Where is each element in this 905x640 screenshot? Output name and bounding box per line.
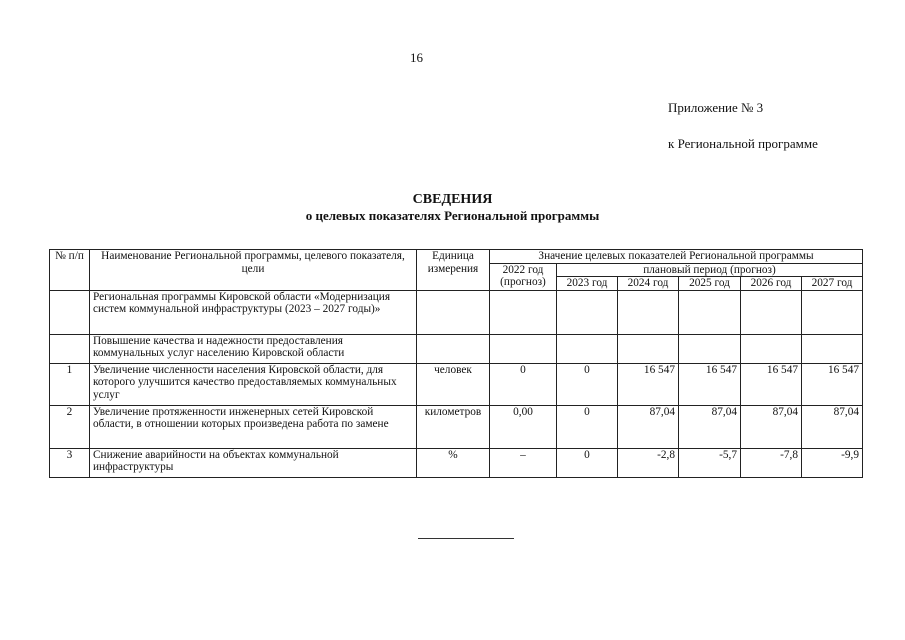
row-value-2025: -5,7	[679, 448, 741, 477]
row-value-2024: -2,8	[618, 448, 679, 477]
goal-name: Повышение качества и надежности предоставления коммунальных услуг населению Кировской области	[90, 334, 417, 363]
row-value-2024: 87,04	[618, 405, 679, 448]
row-indicator: Снижение аварийности на объектах коммунальной инфраструктуры	[90, 448, 417, 477]
appendix-reference: к Региональной программе	[668, 136, 818, 151]
header-row-1	[50, 250, 863, 264]
goal-num	[50, 334, 90, 363]
header-year: 2027 год	[802, 277, 863, 291]
row-value-2022: 0	[490, 363, 557, 405]
row-value-2025: 16 547	[679, 363, 741, 405]
row-value-2027: 87,04	[802, 405, 863, 448]
row-unit: %	[417, 448, 490, 477]
header-year: 2025 год	[679, 277, 741, 291]
header-name: Наименование Региональной программы, целевого показателя, цели	[90, 250, 417, 291]
page-number: 16	[410, 50, 423, 65]
header-year: 2026 год	[741, 277, 802, 291]
appendix-label: Приложение № 3	[668, 100, 764, 115]
row-unit: километров	[417, 405, 490, 448]
program-num	[50, 290, 90, 334]
goal-row	[50, 334, 863, 363]
header-year: 2023 год	[557, 277, 618, 291]
row-value-2024: 16 547	[618, 363, 679, 405]
program-name: Региональная программы Кировской области «Модернизация систем коммунальной инфраструктуры (2023 – 2027 годы)»	[90, 290, 417, 334]
row-value-2022: –	[490, 448, 557, 477]
document-subtitle: о целевых показателях Региональной программы	[305, 208, 600, 223]
table-row	[50, 405, 863, 448]
document-title: СВЕДЕНИЯ	[412, 192, 493, 207]
row-value-2027: 16 547	[802, 363, 863, 405]
table-row	[50, 363, 863, 405]
row-value-2025: 87,04	[679, 405, 741, 448]
row-value-2023: 0	[557, 448, 618, 477]
row-indicator: Увеличение протяженности инженерных сетей Кировской области, в отношении которых произведена работа по замене	[90, 405, 417, 448]
row-value-2022: 0,00	[490, 405, 557, 448]
header-year: 2024 год	[618, 277, 679, 291]
row-value-2027: -9,9	[802, 448, 863, 477]
table-row	[50, 448, 863, 477]
row-num: 3	[50, 448, 90, 477]
row-value-2026: 87,04	[741, 405, 802, 448]
header-planned: плановый период (прогноз)	[557, 263, 863, 277]
indicators-table	[49, 249, 863, 478]
row-value-2026: 16 547	[741, 363, 802, 405]
row-value-2023: 0	[557, 363, 618, 405]
row-unit: человек	[417, 363, 490, 405]
row-indicator: Увеличение численности населения Кировской области, для которого улучшится качество предоставляемых коммунальных услуг	[90, 363, 417, 405]
row-num: 2	[50, 405, 90, 448]
header-values: Значение целевых показателей Региональной программы	[490, 250, 863, 264]
row-value-2023: 0	[557, 405, 618, 448]
header-num: № п/п	[50, 250, 90, 291]
header-unit: Единица измерения	[417, 250, 490, 291]
program-row	[50, 290, 863, 334]
row-num: 1	[50, 363, 90, 405]
footer-rule	[418, 538, 514, 539]
header-2022: 2022 год (прогноз)	[490, 263, 557, 290]
row-value-2026: -7,8	[741, 448, 802, 477]
